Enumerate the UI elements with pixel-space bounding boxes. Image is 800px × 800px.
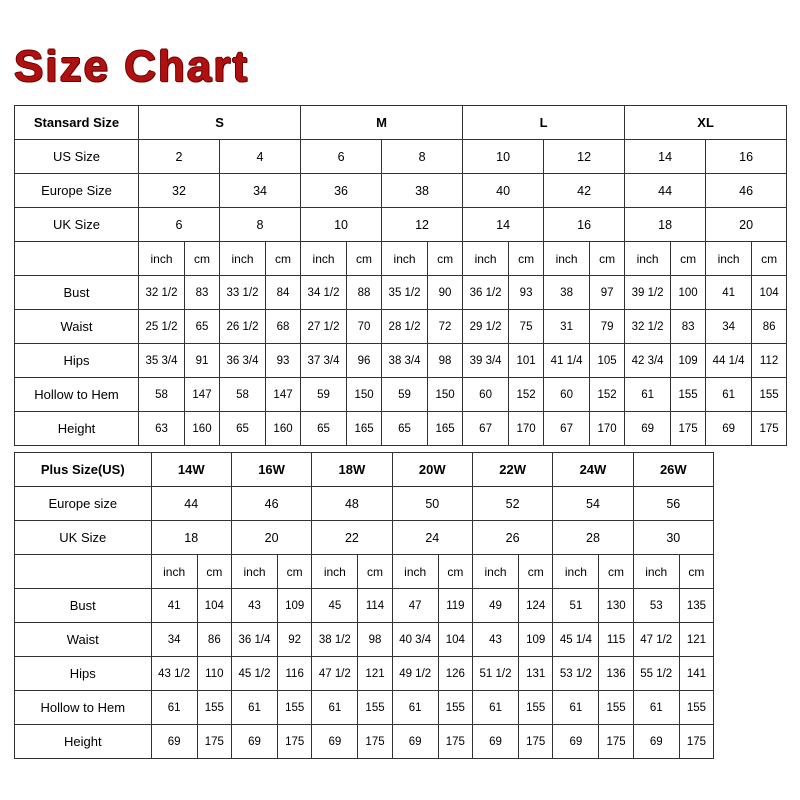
row-label: UK Size <box>15 521 152 555</box>
measure-value: 155 <box>278 691 312 725</box>
unit-label: cm <box>266 242 301 276</box>
unit-label: cm <box>428 242 463 276</box>
size-group-header: M <box>301 106 463 140</box>
size-value: 44 <box>625 174 706 208</box>
size-value: 38 <box>382 174 463 208</box>
measure-value: 45 1/4 <box>553 623 599 657</box>
unit-label: inch <box>544 242 590 276</box>
measure-value: 110 <box>197 657 231 691</box>
unit-label: inch <box>220 242 266 276</box>
table-row <box>15 378 787 412</box>
size-value: 56 <box>633 487 713 521</box>
measure-value: 109 <box>278 589 312 623</box>
unit-label: cm <box>590 242 625 276</box>
measure-value: 69 <box>312 725 358 759</box>
measure-value: 61 <box>633 691 679 725</box>
unit-row-label <box>15 555 152 589</box>
measure-value: 38 <box>544 276 590 310</box>
size-value: 52 <box>472 487 552 521</box>
table-row <box>15 140 787 174</box>
measure-value: 47 1/2 <box>312 657 358 691</box>
row-label: Hips <box>15 657 152 691</box>
unit-label: inch <box>553 555 599 589</box>
measure-value: 59 <box>382 378 428 412</box>
unit-row-label <box>15 242 139 276</box>
table-row <box>15 623 714 657</box>
size-value: 6 <box>301 140 382 174</box>
measure-value: 61 <box>553 691 599 725</box>
measure-value: 112 <box>752 344 787 378</box>
row-label: Waist <box>15 310 139 344</box>
measure-value: 26 1/2 <box>220 310 266 344</box>
measure-value: 44 1/4 <box>706 344 752 378</box>
measure-value: 35 1/2 <box>382 276 428 310</box>
measure-value: 43 1/2 <box>151 657 197 691</box>
size-value: 42 <box>544 174 625 208</box>
measure-value: 38 1/2 <box>312 623 358 657</box>
unit-label: cm <box>358 555 392 589</box>
size-value: 28 <box>553 521 633 555</box>
table-row <box>15 555 714 589</box>
unit-label: cm <box>679 555 713 589</box>
measure-value: 34 <box>151 623 197 657</box>
measure-value: 61 <box>151 691 197 725</box>
measure-value: 49 1/2 <box>392 657 438 691</box>
measure-value: 28 1/2 <box>382 310 428 344</box>
unit-label: cm <box>278 555 312 589</box>
measure-value: 116 <box>278 657 312 691</box>
size-value: 10 <box>301 208 382 242</box>
measure-value: 115 <box>599 623 633 657</box>
measure-value: 160 <box>185 412 220 446</box>
measure-value: 152 <box>590 378 625 412</box>
unit-label: cm <box>599 555 633 589</box>
row-label: Bust <box>15 589 152 623</box>
measure-value: 29 1/2 <box>463 310 509 344</box>
measure-value: 55 1/2 <box>633 657 679 691</box>
measure-value: 90 <box>428 276 463 310</box>
row-label: Europe size <box>15 487 152 521</box>
measure-value: 47 <box>392 589 438 623</box>
measure-value: 109 <box>519 623 553 657</box>
measure-value: 43 <box>472 623 518 657</box>
measure-value: 43 <box>231 589 277 623</box>
table-row <box>15 725 714 759</box>
measure-value: 38 3/4 <box>382 344 428 378</box>
measure-value: 49 <box>472 589 518 623</box>
standard-size-table <box>14 105 787 446</box>
table-row <box>15 276 787 310</box>
measure-value: 155 <box>519 691 553 725</box>
measure-value: 53 1/2 <box>553 657 599 691</box>
unit-label: inch <box>231 555 277 589</box>
measure-value: 75 <box>509 310 544 344</box>
measure-value: 86 <box>197 623 231 657</box>
row-label: Europe Size <box>15 174 139 208</box>
row-label: Hips <box>15 344 139 378</box>
size-group-header: XL <box>625 106 787 140</box>
size-value: 26 <box>472 521 552 555</box>
measure-value: 83 <box>185 276 220 310</box>
size-value: 34 <box>220 174 301 208</box>
measure-value: 150 <box>347 378 382 412</box>
size-value: 14 <box>463 208 544 242</box>
measure-value: 104 <box>438 623 472 657</box>
unit-label: inch <box>151 555 197 589</box>
size-value: 24 <box>392 521 472 555</box>
measure-value: 31 <box>544 310 590 344</box>
measure-value: 121 <box>679 623 713 657</box>
measure-value: 104 <box>197 589 231 623</box>
plus-size-header: 26W <box>633 453 713 487</box>
plus-size-table <box>14 452 714 759</box>
measure-value: 41 <box>151 589 197 623</box>
unit-label: inch <box>382 242 428 276</box>
standard-size-header-label: Stansard Size <box>15 106 139 140</box>
unit-label: cm <box>671 242 706 276</box>
measure-value: 61 <box>312 691 358 725</box>
measure-value: 35 3/4 <box>139 344 185 378</box>
plus-size-header: 22W <box>472 453 552 487</box>
measure-value: 69 <box>625 412 671 446</box>
plus-size-header: 18W <box>312 453 392 487</box>
measure-value: 25 1/2 <box>139 310 185 344</box>
row-label: Hollow to Hem <box>15 691 152 725</box>
unit-label: inch <box>633 555 679 589</box>
measure-value: 98 <box>358 623 392 657</box>
unit-label: inch <box>472 555 518 589</box>
measure-value: 36 3/4 <box>220 344 266 378</box>
measure-value: 69 <box>472 725 518 759</box>
row-label: Height <box>15 725 152 759</box>
measure-value: 136 <box>599 657 633 691</box>
measure-value: 101 <box>509 344 544 378</box>
measure-value: 150 <box>428 378 463 412</box>
size-value: 10 <box>463 140 544 174</box>
size-value: 48 <box>312 487 392 521</box>
table-row <box>15 691 714 725</box>
size-value: 18 <box>151 521 231 555</box>
measure-value: 109 <box>671 344 706 378</box>
measure-value: 61 <box>706 378 752 412</box>
measure-value: 121 <box>358 657 392 691</box>
table-row <box>15 310 787 344</box>
size-value: 16 <box>706 140 787 174</box>
measure-value: 114 <box>358 589 392 623</box>
measure-value: 47 1/2 <box>633 623 679 657</box>
measure-value: 33 1/2 <box>220 276 266 310</box>
table-row <box>15 589 714 623</box>
measure-value: 155 <box>752 378 787 412</box>
size-value: 14 <box>625 140 706 174</box>
unit-label: cm <box>347 242 382 276</box>
measure-value: 141 <box>679 657 713 691</box>
size-value: 54 <box>553 487 633 521</box>
table-row <box>15 521 714 555</box>
unit-label: cm <box>438 555 472 589</box>
measure-value: 152 <box>509 378 544 412</box>
row-label: Waist <box>15 623 152 657</box>
size-value: 50 <box>392 487 472 521</box>
measure-value: 84 <box>266 276 301 310</box>
measure-value: 91 <box>185 344 220 378</box>
measure-value: 53 <box>633 589 679 623</box>
plus-size-header-label: Plus Size(US) <box>15 453 152 487</box>
measure-value: 61 <box>231 691 277 725</box>
measure-value: 36 1/2 <box>463 276 509 310</box>
measure-value: 175 <box>358 725 392 759</box>
size-value: 8 <box>220 208 301 242</box>
measure-value: 39 3/4 <box>463 344 509 378</box>
size-value: 46 <box>706 174 787 208</box>
measure-value: 130 <box>599 589 633 623</box>
measure-value: 69 <box>231 725 277 759</box>
measure-value: 93 <box>266 344 301 378</box>
unit-label: cm <box>185 242 220 276</box>
unit-label: cm <box>197 555 231 589</box>
size-value: 46 <box>231 487 311 521</box>
measure-value: 79 <box>590 310 625 344</box>
measure-value: 98 <box>428 344 463 378</box>
size-value: 16 <box>544 208 625 242</box>
unit-label: cm <box>509 242 544 276</box>
measure-value: 131 <box>519 657 553 691</box>
measure-value: 135 <box>679 589 713 623</box>
unit-label: inch <box>625 242 671 276</box>
measure-value: 45 1/2 <box>231 657 277 691</box>
measure-value: 65 <box>382 412 428 446</box>
measure-value: 160 <box>266 412 301 446</box>
plus-size-header: 20W <box>392 453 472 487</box>
measure-value: 58 <box>139 378 185 412</box>
measure-value: 86 <box>752 310 787 344</box>
unit-label: inch <box>463 242 509 276</box>
measure-value: 63 <box>139 412 185 446</box>
measure-value: 41 1/4 <box>544 344 590 378</box>
measure-value: 175 <box>278 725 312 759</box>
size-value: 20 <box>231 521 311 555</box>
table-row <box>15 242 787 276</box>
measure-value: 60 <box>463 378 509 412</box>
measure-value: 67 <box>544 412 590 446</box>
table-row <box>15 344 787 378</box>
measure-value: 65 <box>301 412 347 446</box>
size-value: 22 <box>312 521 392 555</box>
size-value: 6 <box>139 208 220 242</box>
page-title: Size Chart <box>14 42 250 91</box>
table-row <box>15 412 787 446</box>
unit-label: cm <box>752 242 787 276</box>
measure-value: 93 <box>509 276 544 310</box>
unit-label: inch <box>706 242 752 276</box>
table-row <box>15 657 714 691</box>
measure-value: 61 <box>392 691 438 725</box>
measure-value: 34 <box>706 310 752 344</box>
measure-value: 32 1/2 <box>139 276 185 310</box>
row-label: Height <box>15 412 139 446</box>
row-label: Hollow to Hem <box>15 378 139 412</box>
measure-value: 72 <box>428 310 463 344</box>
measure-value: 175 <box>679 725 713 759</box>
measure-value: 58 <box>220 378 266 412</box>
measure-value: 126 <box>438 657 472 691</box>
measure-value: 60 <box>544 378 590 412</box>
size-value: 8 <box>382 140 463 174</box>
measure-value: 155 <box>358 691 392 725</box>
measure-value: 175 <box>197 725 231 759</box>
measure-value: 61 <box>625 378 671 412</box>
measure-value: 165 <box>428 412 463 446</box>
measure-value: 39 1/2 <box>625 276 671 310</box>
measure-value: 175 <box>752 412 787 446</box>
row-label: UK Size <box>15 208 139 242</box>
measure-value: 68 <box>266 310 301 344</box>
table-row <box>15 174 787 208</box>
size-value: 36 <box>301 174 382 208</box>
unit-label: inch <box>392 555 438 589</box>
measure-value: 40 3/4 <box>392 623 438 657</box>
size-value: 12 <box>382 208 463 242</box>
measure-value: 105 <box>590 344 625 378</box>
measure-value: 27 1/2 <box>301 310 347 344</box>
plus-size-header: 14W <box>151 453 231 487</box>
table-row <box>15 208 787 242</box>
measure-value: 61 <box>472 691 518 725</box>
measure-value: 175 <box>599 725 633 759</box>
unit-label: inch <box>139 242 185 276</box>
measure-value: 155 <box>197 691 231 725</box>
unit-label: inch <box>312 555 358 589</box>
measure-value: 83 <box>671 310 706 344</box>
measure-value: 170 <box>509 412 544 446</box>
measure-value: 37 3/4 <box>301 344 347 378</box>
table-row <box>15 487 714 521</box>
measure-value: 100 <box>671 276 706 310</box>
measure-value: 88 <box>347 276 382 310</box>
measure-value: 69 <box>151 725 197 759</box>
measure-value: 42 3/4 <box>625 344 671 378</box>
measure-value: 175 <box>519 725 553 759</box>
measure-value: 69 <box>392 725 438 759</box>
measure-value: 119 <box>438 589 472 623</box>
measure-value: 92 <box>278 623 312 657</box>
measure-value: 175 <box>438 725 472 759</box>
size-value: 12 <box>544 140 625 174</box>
row-label: US Size <box>15 140 139 174</box>
measure-value: 36 1/4 <box>231 623 277 657</box>
measure-value: 51 1/2 <box>472 657 518 691</box>
size-value: 32 <box>139 174 220 208</box>
measure-value: 67 <box>463 412 509 446</box>
table-row <box>15 453 714 487</box>
plus-size-header: 24W <box>553 453 633 487</box>
measure-value: 32 1/2 <box>625 310 671 344</box>
size-value: 18 <box>625 208 706 242</box>
measure-value: 155 <box>679 691 713 725</box>
measure-value: 70 <box>347 310 382 344</box>
table-row <box>15 106 787 140</box>
measure-value: 165 <box>347 412 382 446</box>
size-value: 4 <box>220 140 301 174</box>
measure-value: 51 <box>553 589 599 623</box>
unit-label: inch <box>301 242 347 276</box>
measure-value: 147 <box>266 378 301 412</box>
row-label: Bust <box>15 276 139 310</box>
measure-value: 65 <box>185 310 220 344</box>
measure-value: 97 <box>590 276 625 310</box>
measure-value: 69 <box>706 412 752 446</box>
measure-value: 65 <box>220 412 266 446</box>
size-group-header: S <box>139 106 301 140</box>
measure-value: 59 <box>301 378 347 412</box>
measure-value: 41 <box>706 276 752 310</box>
measure-value: 155 <box>438 691 472 725</box>
measure-value: 147 <box>185 378 220 412</box>
plus-size-header: 16W <box>231 453 311 487</box>
measure-value: 155 <box>671 378 706 412</box>
size-value: 2 <box>139 140 220 174</box>
size-value: 30 <box>633 521 713 555</box>
size-value: 44 <box>151 487 231 521</box>
measure-value: 69 <box>633 725 679 759</box>
size-group-header: L <box>463 106 625 140</box>
unit-label: cm <box>519 555 553 589</box>
measure-value: 155 <box>599 691 633 725</box>
measure-value: 45 <box>312 589 358 623</box>
measure-value: 96 <box>347 344 382 378</box>
measure-value: 170 <box>590 412 625 446</box>
size-value: 20 <box>706 208 787 242</box>
measure-value: 69 <box>553 725 599 759</box>
measure-value: 104 <box>752 276 787 310</box>
measure-value: 124 <box>519 589 553 623</box>
measure-value: 34 1/2 <box>301 276 347 310</box>
measure-value: 175 <box>671 412 706 446</box>
size-value: 40 <box>463 174 544 208</box>
